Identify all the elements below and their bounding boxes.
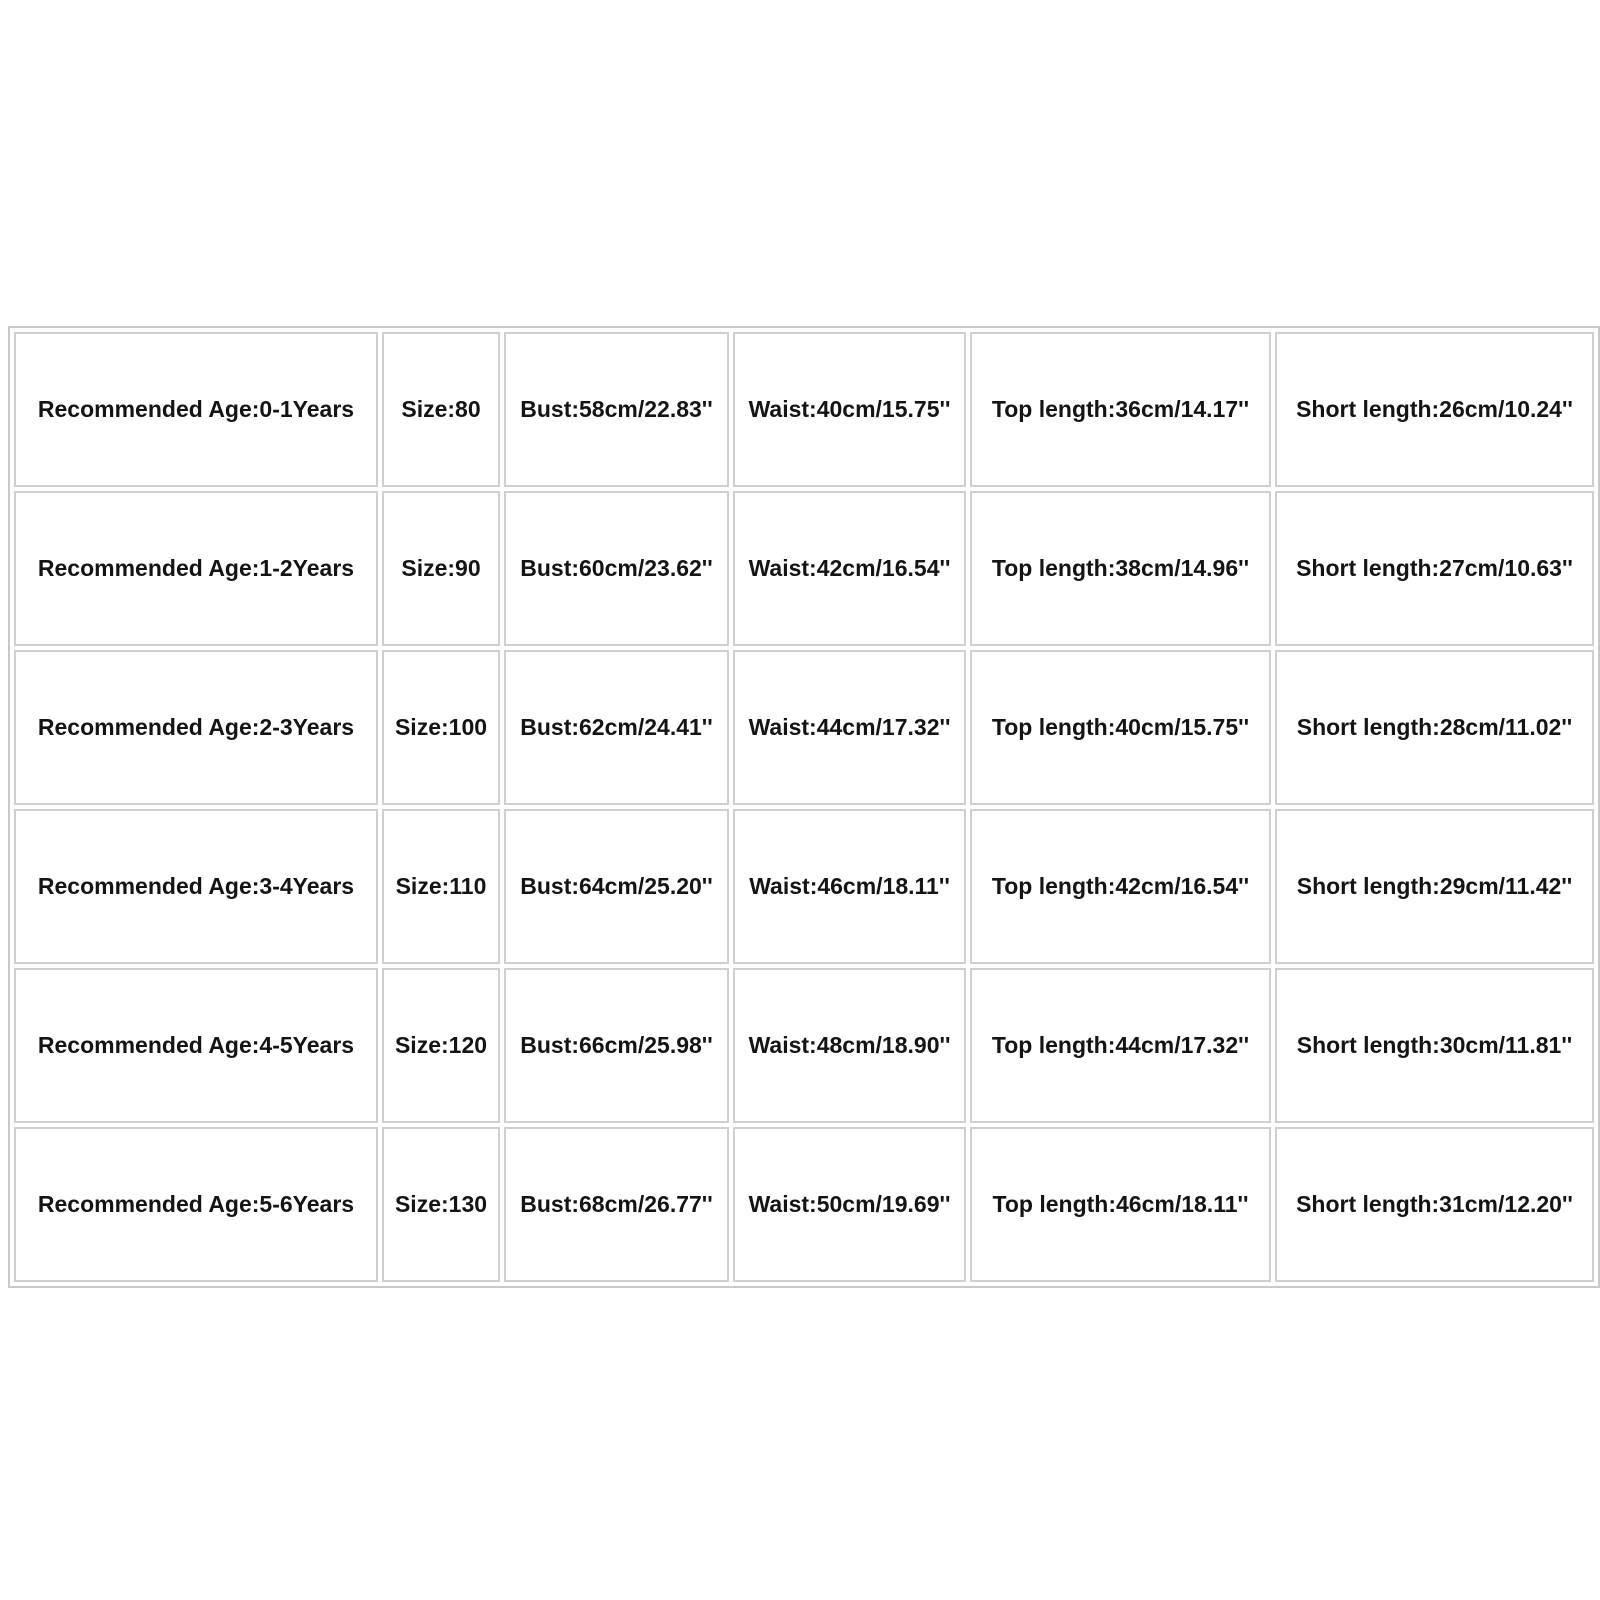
top-length-cell: Top length:40cm/15.75''	[970, 650, 1271, 805]
short-length-cell: Short length:27cm/10.63''	[1275, 491, 1594, 646]
age-cell: Recommended Age:5-6Years	[14, 1127, 378, 1282]
table-row	[14, 968, 1594, 1123]
size-cell: Size:130	[382, 1127, 500, 1282]
short-length-cell: Short length:28cm/11.02''	[1275, 650, 1594, 805]
table-row	[14, 1127, 1594, 1282]
waist-cell: Waist:42cm/16.54''	[733, 491, 966, 646]
top-length-cell: Top length:44cm/17.32''	[970, 968, 1271, 1123]
size-cell: Size:120	[382, 968, 500, 1123]
waist-cell: Waist:46cm/18.11''	[733, 809, 966, 964]
table-row	[14, 809, 1594, 964]
top-length-cell: Top length:42cm/16.54''	[970, 809, 1271, 964]
table-row	[14, 491, 1594, 646]
age-cell: Recommended Age:0-1Years	[14, 332, 378, 487]
short-length-cell: Short length:30cm/11.81''	[1275, 968, 1594, 1123]
age-cell: Recommended Age:1-2Years	[14, 491, 378, 646]
age-cell: Recommended Age:4-5Years	[14, 968, 378, 1123]
size-chart-table	[8, 326, 1600, 1288]
top-length-cell: Top length:46cm/18.11''	[970, 1127, 1271, 1282]
size-cell: Size:80	[382, 332, 500, 487]
waist-cell: Waist:40cm/15.75''	[733, 332, 966, 487]
bust-cell: Bust:62cm/24.41''	[504, 650, 729, 805]
size-cell: Size:110	[382, 809, 500, 964]
short-length-cell: Short length:26cm/10.24''	[1275, 332, 1594, 487]
bust-cell: Bust:68cm/26.77''	[504, 1127, 729, 1282]
table-row	[14, 650, 1594, 805]
waist-cell: Waist:50cm/19.69''	[733, 1127, 966, 1282]
waist-cell: Waist:44cm/17.32''	[733, 650, 966, 805]
short-length-cell: Short length:29cm/11.42''	[1275, 809, 1594, 964]
waist-cell: Waist:48cm/18.90''	[733, 968, 966, 1123]
size-cell: Size:90	[382, 491, 500, 646]
age-cell: Recommended Age:3-4Years	[14, 809, 378, 964]
top-length-cell: Top length:38cm/14.96''	[970, 491, 1271, 646]
short-length-cell: Short length:31cm/12.20''	[1275, 1127, 1594, 1282]
bust-cell: Bust:58cm/22.83''	[504, 332, 729, 487]
bust-cell: Bust:60cm/23.62''	[504, 491, 729, 646]
top-length-cell: Top length:36cm/14.17''	[970, 332, 1271, 487]
size-cell: Size:100	[382, 650, 500, 805]
bust-cell: Bust:66cm/25.98''	[504, 968, 729, 1123]
table-row	[14, 332, 1594, 487]
age-cell: Recommended Age:2-3Years	[14, 650, 378, 805]
bust-cell: Bust:64cm/25.20''	[504, 809, 729, 964]
